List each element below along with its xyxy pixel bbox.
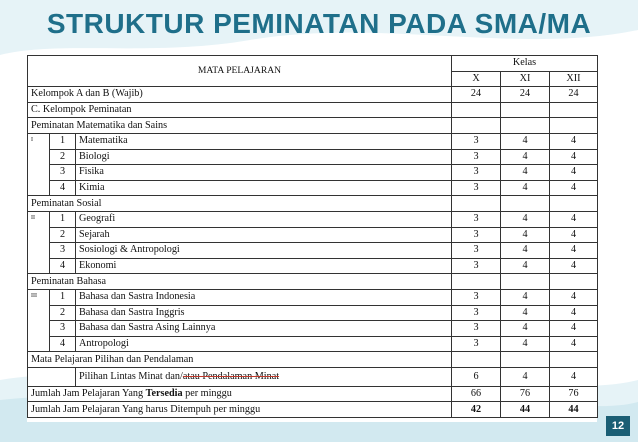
cell-xi: 4 (501, 289, 550, 305)
table-row (28, 133, 598, 149)
item-name: Geografi (76, 211, 452, 227)
cell-xii: 4 (550, 289, 598, 305)
item-number: 3 (50, 165, 76, 181)
item-name: Matematika (76, 133, 452, 149)
item-number: 3 (50, 321, 76, 337)
table-row (28, 289, 598, 305)
cell-xii: 4 (550, 133, 598, 149)
cell-xii: 4 (550, 227, 598, 243)
header-col-xii: XII (550, 71, 598, 87)
structure-table (27, 55, 598, 418)
header-kelas: Kelas (452, 56, 598, 72)
cell-xii: 44 (550, 402, 598, 418)
cell-xi: 4 (501, 243, 550, 259)
item-name: Sejarah (76, 227, 452, 243)
row-label: Kelompok A dan B (Wajib) (28, 87, 452, 103)
table-row-total-ditempuh (28, 402, 598, 418)
row-label: C. Kelompok Peminatan (28, 102, 452, 118)
table-row (28, 165, 598, 181)
cell-xi: 4 (501, 336, 550, 352)
cell-x: 3 (452, 165, 501, 181)
item-number: 2 (50, 227, 76, 243)
item-name: Sosiologi & Antropologi (76, 243, 452, 259)
cell-xii: 4 (550, 258, 598, 274)
cell-xii: 4 (550, 367, 598, 386)
item-number: 2 (50, 149, 76, 165)
cell-xii: 4 (550, 211, 598, 227)
cell-xi: 4 (501, 305, 550, 321)
table-row-section-heading (28, 274, 598, 290)
roman-numeral: I (28, 133, 50, 195)
cell-xi: 24 (501, 87, 550, 103)
cell-xii: 4 (550, 321, 598, 337)
cell-xi: 4 (501, 367, 550, 386)
cell-x: 3 (452, 180, 501, 196)
header-mata-pelajaran: MATA PELAJARAN (28, 56, 452, 87)
table-row (28, 227, 598, 243)
item-name: Bahasa dan Sastra Indonesia (76, 289, 452, 305)
cell-x: 3 (452, 227, 501, 243)
label-prefix: Jumlah Jam Pelajaran Yang (31, 388, 146, 400)
table-row-section-heading (28, 196, 598, 212)
cell-x: 42 (452, 402, 501, 418)
roman-numeral: III (28, 289, 50, 351)
cell-xi: 4 (501, 258, 550, 274)
cell-xi: 76 (501, 386, 550, 402)
section-heading-mat-sains: Peminatan Matematika dan Sains (28, 118, 452, 134)
item-name: Ekonomi (76, 258, 452, 274)
table-row (28, 243, 598, 259)
item-number: 4 (50, 180, 76, 196)
cell-xi: 4 (501, 149, 550, 165)
table-row (28, 211, 598, 227)
item-name: Bahasa dan Sastra Inggris (76, 305, 452, 321)
item-name: Bahasa dan Sastra Asing Lainnya (76, 321, 452, 337)
cell-xii: 4 (550, 243, 598, 259)
cell-xii: 4 (550, 149, 598, 165)
cell-x: 3 (452, 321, 501, 337)
label-suffix: per minggu (182, 388, 232, 400)
header-col-xi: XI (501, 71, 550, 87)
cell-xi: 44 (501, 402, 550, 418)
pilihan-item-name (76, 367, 452, 386)
cell-xii: 4 (550, 336, 598, 352)
roman-numeral: II (28, 211, 50, 273)
cell-xii: 24 (550, 87, 598, 103)
cell-x: 3 (452, 211, 501, 227)
table-header-row-1 (28, 56, 598, 72)
item-name: Antropologi (76, 336, 452, 352)
cell-xii: 4 (550, 165, 598, 181)
total-ditempuh-label: Jumlah Jam Pelajaran Yang harus Ditempuh per minggu (28, 402, 452, 418)
cell-xi: 4 (501, 227, 550, 243)
table-row (28, 258, 598, 274)
cell-xii: 4 (550, 180, 598, 196)
cell-x: 3 (452, 336, 501, 352)
cell-xi: 4 (501, 133, 550, 149)
item-name: Kimia (76, 180, 452, 196)
item-number: 3 (50, 243, 76, 259)
cell-xi: 4 (501, 211, 550, 227)
item-number: 2 (50, 305, 76, 321)
item-number: 4 (50, 336, 76, 352)
table-row (28, 149, 598, 165)
cell-xi: 4 (501, 180, 550, 196)
cell-xi: 4 (501, 165, 550, 181)
section-heading-pilihan: Mata Pelajaran Pilihan dan Pendalaman (28, 352, 452, 368)
item-number: 1 (50, 133, 76, 149)
cell-xii: 76 (550, 386, 598, 402)
table-row-wajib (28, 87, 598, 103)
table-row (28, 336, 598, 352)
cell-x: 66 (452, 386, 501, 402)
table-row-total-tersedia (28, 386, 598, 402)
cell-x: 3 (452, 133, 501, 149)
table-row-kelompok-c (28, 102, 598, 118)
table-row-pilihan (28, 367, 598, 386)
cell-x: 3 (452, 149, 501, 165)
item-number: 4 (50, 258, 76, 274)
section-heading-sosial: Peminatan Sosial (28, 196, 452, 212)
cell-x: 24 (452, 87, 501, 103)
struck-text: atau Pendalaman Minat (182, 370, 280, 382)
cell-x: 6 (452, 367, 501, 386)
label-bold: Tersedia (145, 388, 183, 400)
page-title: STRUKTUR PEMINATAN PADA SMA/MA (46, 8, 592, 39)
cell-x: 3 (452, 305, 501, 321)
table-row-section-heading (28, 352, 598, 368)
item-name: Fisika (76, 165, 452, 181)
page-number-badge: 12 (606, 416, 630, 436)
table-row (28, 305, 598, 321)
total-tersedia-label (28, 386, 452, 402)
table-row (28, 180, 598, 196)
header-col-x: X (452, 71, 501, 87)
cell-xii: 4 (550, 305, 598, 321)
cell-xi: 4 (501, 321, 550, 337)
cell-x: 3 (452, 258, 501, 274)
item-name: Biologi (76, 149, 452, 165)
cell-x: 3 (452, 289, 501, 305)
item-number: 1 (50, 211, 76, 227)
section-heading-bahasa: Peminatan Bahasa (28, 274, 452, 290)
table-row (28, 321, 598, 337)
item-number: 1 (50, 289, 76, 305)
pilihan-text: Pilihan Lintas Minat dan/ (79, 370, 183, 382)
table-row-section-heading (28, 118, 598, 134)
peminatan-table (27, 55, 597, 422)
cell-x: 3 (452, 243, 501, 259)
